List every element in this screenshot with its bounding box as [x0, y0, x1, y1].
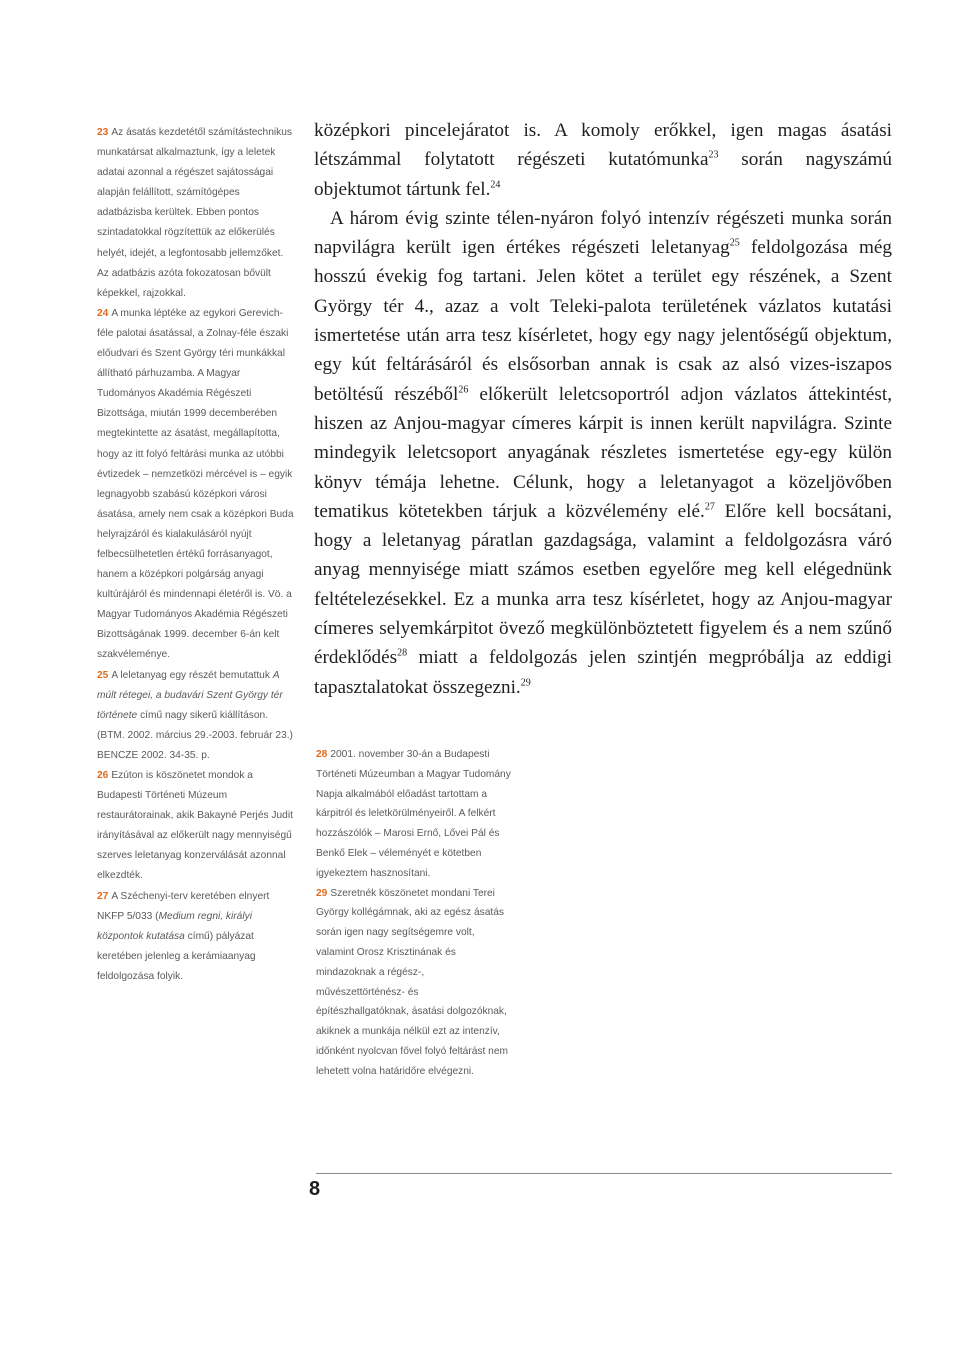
text-run: során nagyszámú objektumot tártunk fel.: [314, 149, 892, 200]
text-run: középkori pincelejáratot is. A komoly erőkkel, igen magas ásatási létszámmal folytatott régészeti kutatómunka: [314, 120, 892, 171]
paragraph-2: [314, 204, 892, 702]
side-notes: [97, 123, 295, 987]
text-run: miatt a feldolgozás jelen szintjén megpróbálja az eddigi tapasztalatokat összegezni.: [314, 647, 892, 698]
note-text: című nagy sikerű kiállításon. (BTM. 2002. március 29.-2003. február 23.) BENCZE 2002. 34-35. p.: [97, 709, 293, 761]
side-note-23: [97, 123, 295, 304]
note-text: A Széchenyi-terv keretében elnyert NKFP 5/033 (: [97, 890, 270, 922]
text-run: A három évig szinte télen-nyáron folyó intenzív régészeti munka során napvilágra került igen értékes régészeti leletanyag: [314, 207, 892, 259]
note-number: 29: [316, 887, 328, 899]
footnote-29: [316, 884, 514, 1082]
note-number: 24: [97, 307, 109, 319]
footnote-ref: 24: [490, 179, 501, 191]
note-text: A munka léptéke az egykori Gerevich-féle palotai ásatással, a Zolnay-féle északi előudvari és Szent György téri munkákkal állítható párhuzamba. A Magyar Tudományos Akadémia Régészeti Bizottsága, miután 1999 decemberében megtekintette az ásatást, megállapította, hogy az itt folyó feltárási munka az utóbbi évtizedek – nemzetközi mércével is – egyik legnagyobb szabású középkori városi ásatása, amely nem csak a középkori Buda helyrajzáról és kialakulásáról nyújt felbecsülhetetlen értékű forrásanyagot, hanem a középkori polgárság anyagi kultúrájáról és mindennapi életéről is. Vö. a Magyar Tudományos Akadémia Régészeti Bizottságának 1999. december 6-án kelt szakvéleménye.: [97, 307, 294, 661]
note-text: A leletanyag egy részét bemutattuk: [111, 669, 270, 681]
side-note-25: [97, 666, 295, 766]
main-text: [314, 116, 892, 702]
note-number: 27: [97, 890, 109, 902]
text-run: előkerült leletcsoportról adjon vázlatos áttekintést, hiszen az Anjou-magyar címeres kárpit is innen került napvilágra. Szinte mindegyik leletcsoport anyagának részletes ismertetése egy-egy külön könyv témája lehetne. Célunk, hogy a leletanyagot a közeljövőben tematikus kötetekben tárjuk a közvélemény elé.: [314, 383, 893, 522]
footnote-28: [316, 745, 514, 884]
note-italic-title: Medium regni, királyi központok kutatása: [97, 910, 252, 942]
footnote-ref: 29: [520, 677, 531, 689]
note-text: Szeretnék köszönetet mondani Terei György kollégámnak, aki az egész ásatás során igen nagy segítségemre volt, valamint Orosz Krisztinának és mindazoknak a régész-, művészettörténész- és építészhallgatóknak, ásatási dolgozóknak, akiknek a munkája nélkül ezt az intenzív, időnként nyolcvan fővel folyó feltárást nem lehetett volna határidőre elvégezni.: [316, 887, 508, 1077]
footer-rule: [316, 1173, 892, 1174]
side-note-27: [97, 887, 295, 987]
note-text: című) pályázat keretében jelenleg a kerámiaanyag feldolgozása folyik.: [97, 930, 256, 982]
text-run: feldolgozása még hosszú évekig fog tartani. Jelen kötet a terület egy részének, a Szent György tér 4., azaz a volt Teleki-palota területének vázlatos kutatási ismertetése után arra tesz kísérletet, hogy egy nagy jelentőségű objektum, egy kút feltárásáról és elsősorban annak is csak az alsó vizes-iszapos betöltésű részéből: [314, 237, 892, 405]
note-number: 23: [97, 127, 109, 138]
side-note-26: [97, 766, 295, 887]
note-number: 26: [97, 770, 109, 781]
note-text: Az ásatás kezdetétől számítástechnikus munkatársat alkalmaztunk, így a leletek adatai azonnal a régészet sajátosságai alapján felállított, számítógépes adatbázisba kerültek. Ebben pontos szintadatokkal rögzítettük az előkerülés helyét, idejét, a legfontosabb jellemzőket. Az adatbázis azóta fokozatosan bővült képekkel, rajzokkal.: [97, 127, 292, 299]
footnote-ref: 27: [704, 501, 715, 513]
note-number: 28: [316, 749, 328, 760]
note-number: 25: [97, 669, 109, 681]
text-run: Előre kell bocsátani, hogy a leletanyag páratlan gazdagsága, valamint a feldolgozásra váró anyag mennyisége miatt számos esetben egyelőre meg kell elégednünk feltételezésekkel. Ez a munka arra tesz kísérletet, hogy az Anjou-magyar címeres selyemkárpitot övező megkülönböztetett figyelem és a nem szűnő érdeklődés: [314, 500, 892, 669]
page-number: 8: [309, 1178, 321, 1200]
paragraph-1: [314, 116, 892, 204]
footnote-ref: 26: [458, 384, 469, 396]
footnote-ref: 23: [708, 149, 719, 161]
note-text: 2001. november 30-án a Budapesti Történeti Múzeumban a Magyar Tudomány Napja alkalmából előadást tartottam a kárpitról és leletkörülményeiről. A felkért hozzászólók – Marosi Ernő, Lővei Pál és Benkő Elek – véleményét e kötetben igyekeztem hasznosítani.: [316, 749, 511, 879]
footnote-ref: 28: [397, 647, 408, 659]
note-text: Ezúton is köszönetet mondok a Budapesti Történeti Múzeum restaurátorainak, akik Bakayné Perjés Judit irányításával az előkerült nagy mennyiségű szerves leletanyag konzerválását azonnal elkezdték.: [97, 770, 293, 882]
side-note-24: [97, 304, 295, 666]
note-italic-title: A múlt rétegei, a budavári Szent György tér története: [97, 669, 283, 721]
footnote-ref: 25: [729, 237, 740, 249]
footnotes: [316, 745, 514, 1082]
